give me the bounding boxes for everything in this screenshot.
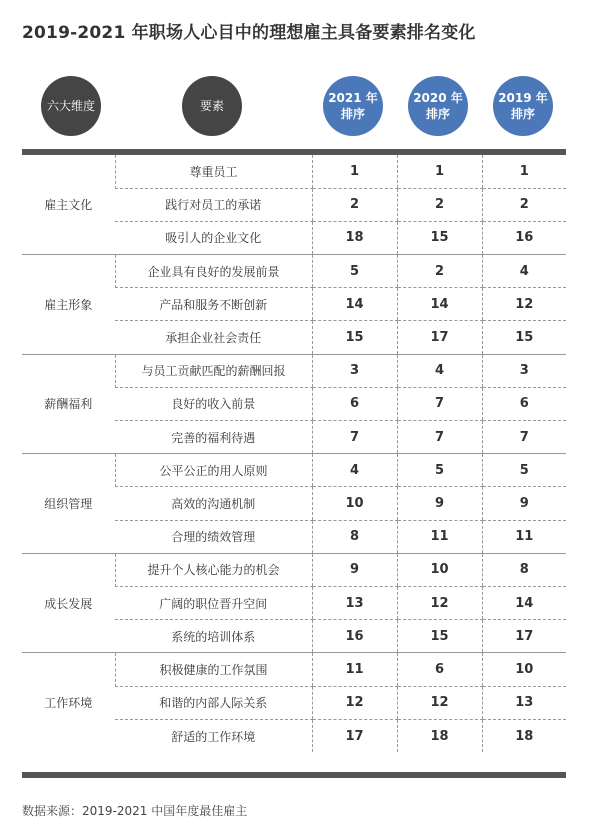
- rank-2020-cell: 14: [397, 288, 482, 321]
- page-title: 2019-2021 年职场人心目中的理想雇主具备要素排名变化: [22, 23, 476, 43]
- rank-2021-cell: 1: [312, 155, 397, 188]
- rank-2020-cell: 9: [397, 487, 482, 520]
- rank-2019-cell: 9: [482, 487, 566, 520]
- rank-2020-cell: 7: [397, 421, 482, 454]
- rank-2019-cell: 15: [482, 321, 566, 354]
- rank-2020-cell: 15: [397, 221, 482, 254]
- rank-2019-cell: 1: [482, 155, 566, 188]
- factor-cell: 公平公正的用人原则: [115, 454, 312, 487]
- rank-2021-cell: 15: [312, 321, 397, 354]
- dimension-cell: 工作环境: [22, 653, 115, 753]
- rank-2020-cell: 11: [397, 520, 482, 553]
- factor-cell: 完善的福利待遇: [171, 430, 256, 445]
- rank-2019-cell: 8: [482, 553, 566, 586]
- dimension-cell: 雇主形象: [22, 255, 115, 355]
- header-dimension: 六大维度: [41, 76, 101, 136]
- rank-2021-cell: 13: [312, 586, 397, 619]
- table-row: [22, 155, 566, 188]
- factor-cell: 广阔的职位晋升空间: [115, 586, 312, 619]
- table-row: [22, 454, 566, 487]
- factor-cell: 积极健康的工作氛围: [115, 653, 312, 686]
- rank-2020-cell: 4: [397, 354, 482, 387]
- table-header: [0, 76, 610, 140]
- rank-2019-cell: 2: [482, 188, 566, 221]
- rank-2021-cell: 9: [312, 553, 397, 586]
- rank-2019-cell: 14: [482, 586, 566, 619]
- rank-2019-cell: 16: [482, 221, 566, 254]
- table-row: [22, 354, 566, 387]
- rank-2021-cell: 16: [312, 620, 397, 653]
- factor-cell: 和谐的内部人际关系: [115, 686, 312, 719]
- rank-2020-cell: 2: [397, 188, 482, 221]
- rank-2020-cell: 2: [397, 255, 482, 288]
- factor-cell: 与员工贡献匹配的薪酬回报: [115, 354, 312, 387]
- factor-cell: 践行对员工的承诺: [115, 188, 312, 221]
- factor-cell: 承担企业社会责任: [165, 331, 262, 346]
- rank-2019-cell: 3: [482, 354, 566, 387]
- factor-cell: 良好的收入前景: [115, 387, 312, 420]
- header-2020-rank: 2020 年 排序: [408, 76, 468, 136]
- dimension-cell: 组织管理: [22, 454, 115, 554]
- rank-2019-cell: 4: [482, 255, 566, 288]
- factor-cell: 高效的沟通机制: [115, 487, 312, 520]
- rank-2019-cell: 5: [482, 454, 566, 487]
- rank-2019-cell: 10: [482, 653, 566, 686]
- factor-cell: 产品和服务不断创新: [115, 288, 312, 321]
- rank-2021-cell: 3: [312, 354, 397, 387]
- header-2021-rank: 2021 年 排序: [323, 76, 383, 136]
- rank-2021-cell: 4: [312, 454, 397, 487]
- factor-cell: 尊重员工: [115, 155, 312, 188]
- rank-2020-cell: 6: [397, 653, 482, 686]
- rank-2021-cell: 8: [312, 520, 397, 553]
- rank-2020-cell: 15: [397, 620, 482, 653]
- table-row: [22, 255, 566, 288]
- rank-2021-cell: 6: [312, 387, 397, 420]
- rank-2019-cell: 18: [482, 719, 566, 752]
- rank-2019-cell: 12: [482, 288, 566, 321]
- factor-cell: 提升个人核心能力的机会: [115, 553, 312, 586]
- factor-cell: 合理的绩效管理: [171, 530, 256, 545]
- rank-2021-cell: 18: [312, 221, 397, 254]
- rank-2021-cell: 11: [312, 653, 397, 686]
- dimension-cell: 薪酬福利: [22, 354, 115, 454]
- table-bottom-rule: [22, 772, 566, 778]
- dimension-cell: 雇主文化: [44, 198, 93, 213]
- table-row: [22, 553, 566, 586]
- table-row: [22, 653, 566, 686]
- rank-2021-cell: 12: [312, 686, 397, 719]
- header-factor: 要素: [182, 76, 242, 136]
- dimension-cell: 成长发展: [22, 553, 115, 653]
- rank-2019-cell: 7: [482, 421, 566, 454]
- rank-2020-cell: 18: [397, 719, 482, 752]
- rank-2020-cell: 10: [397, 553, 482, 586]
- factor-cell: 舒适的工作环境: [171, 729, 256, 744]
- rank-2020-cell: 7: [397, 387, 482, 420]
- rank-2021-cell: 17: [312, 719, 397, 752]
- rank-2020-cell: 17: [397, 321, 482, 354]
- factor-cell: 企业具有良好的发展前景: [115, 255, 312, 288]
- rank-2019-cell: 13: [482, 686, 566, 719]
- rank-2019-cell: 6: [482, 387, 566, 420]
- factor-cell: 吸引人的企业文化: [165, 231, 262, 246]
- ranking-table: [22, 155, 566, 752]
- rank-2020-cell: 1: [397, 155, 482, 188]
- rank-2021-cell: 10: [312, 487, 397, 520]
- rank-2019-cell: 11: [482, 520, 566, 553]
- rank-2019-cell: 17: [482, 620, 566, 653]
- rank-2020-cell: 12: [397, 586, 482, 619]
- factor-cell: 系统的培训体系: [171, 629, 256, 644]
- rank-2021-cell: 14: [312, 288, 397, 321]
- rank-2020-cell: 5: [397, 454, 482, 487]
- data-source-note: 数据来源：2019-2021 中国年度最佳雇主: [22, 804, 248, 818]
- rank-2021-cell: 2: [312, 188, 397, 221]
- rank-2021-cell: 7: [312, 421, 397, 454]
- rank-2020-cell: 12: [397, 686, 482, 719]
- rank-2021-cell: 5: [312, 255, 397, 288]
- header-2019-rank: 2019 年 排序: [493, 76, 553, 136]
